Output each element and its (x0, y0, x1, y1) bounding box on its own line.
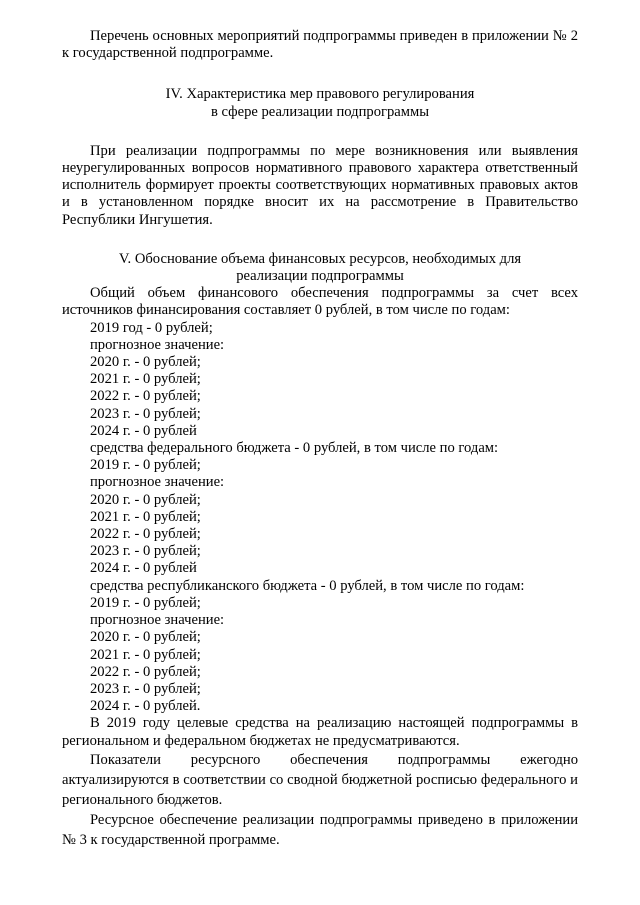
total-funding-paragraph: Общий объем финансового обеспечения подпрограммы за счет всех источников финансирования составляет 0 рублей, в том числе по годам: (62, 285, 578, 319)
note-2019-paragraph: В 2019 году целевые средства на реализацию настоящей подпрограммы в региональном и федеральном бюджетах не предусматриваются. (62, 715, 578, 749)
list-item: 2019 г. - 0 рублей; (90, 594, 201, 611)
list-item: 2023 г. - 0 рублей; (90, 680, 201, 697)
list-item: 2021 г. - 0 рублей; (90, 508, 201, 525)
list-item: 2020 г. - 0 рублей; (90, 354, 201, 371)
list-item: 2021 г. - 0 рублей; (90, 371, 201, 388)
indicators-paragraph: Показатели ресурсного обеспечения подпрограммы ежегодно актуализируются в соответствии со сводной бюджетной росписью федерального и регионального бюджетов. (62, 751, 578, 808)
federal-funding-list (62, 440, 578, 578)
section-5-heading-line-2: реализации подпрограммы (236, 268, 404, 285)
list-item: прогнозное значение: (90, 612, 225, 629)
list-item: 2022 г. - 0 рублей; (90, 388, 201, 405)
section-4-heading-line-2: в сфере реализации подпрограммы (210, 103, 430, 120)
list-item: прогнозное значение: (90, 474, 225, 491)
section-4-paragraph: При реализации подпрограммы по мере возникновения или выявления неурегулированных вопросов нормативного правового характера ответственный исполнитель формирует проекты соответствующих нормативных правовых актов и в установленном порядке вносит их на рассмотрение в Правительство Республики Ингушетия. (62, 142, 578, 228)
intro-paragraph: Перечень основных мероприятий подпрограммы приведен в приложении № 2 к государственной подпрограмме. (62, 28, 578, 62)
republic-funding-list (62, 578, 578, 716)
list-item: 2023 г. - 0 рублей; (90, 543, 201, 560)
list-item: 2019 год - 0 рублей; (90, 319, 213, 336)
list-item: 2024 г. - 0 рублей. (90, 698, 201, 715)
list-item: 2021 г. - 0 рублей; (90, 646, 201, 663)
list-item: 2019 г. - 0 рублей; (90, 457, 201, 474)
spacer (62, 121, 578, 143)
list-item: средства федерального бюджета - 0 рублей, в том числе по годам: (90, 440, 499, 457)
list-item: средства республиканского бюджета - 0 рублей, в том числе по годам: (90, 577, 525, 594)
spacer (62, 62, 578, 86)
document-page (62, 28, 578, 850)
list-item: 2022 г. - 0 рублей; (90, 663, 201, 680)
list-item: 2020 г. - 0 рублей; (90, 629, 201, 646)
list-item: прогнозное значение: (90, 336, 225, 353)
list-item: 2024 г. - 0 рублей (90, 422, 197, 439)
spacer (62, 229, 578, 251)
list-item: 2020 г. - 0 рублей; (90, 491, 201, 508)
section-5-heading-line-1: V. Обоснование объема финансовых ресурсов, необходимых для (118, 250, 522, 267)
list-item: 2023 г. - 0 рублей; (90, 405, 201, 422)
resource-paragraph: Ресурсное обеспечение реализации подпрограммы приведено в приложении № 3 к государственной программе. (62, 811, 578, 848)
list-item: 2022 г. - 0 рублей; (90, 526, 201, 543)
section-4-heading-line-1: IV. Характеристика мер правового регулирования (165, 86, 475, 103)
list-item: 2024 г. - 0 рублей (90, 560, 197, 577)
total-funding-list (62, 320, 578, 440)
